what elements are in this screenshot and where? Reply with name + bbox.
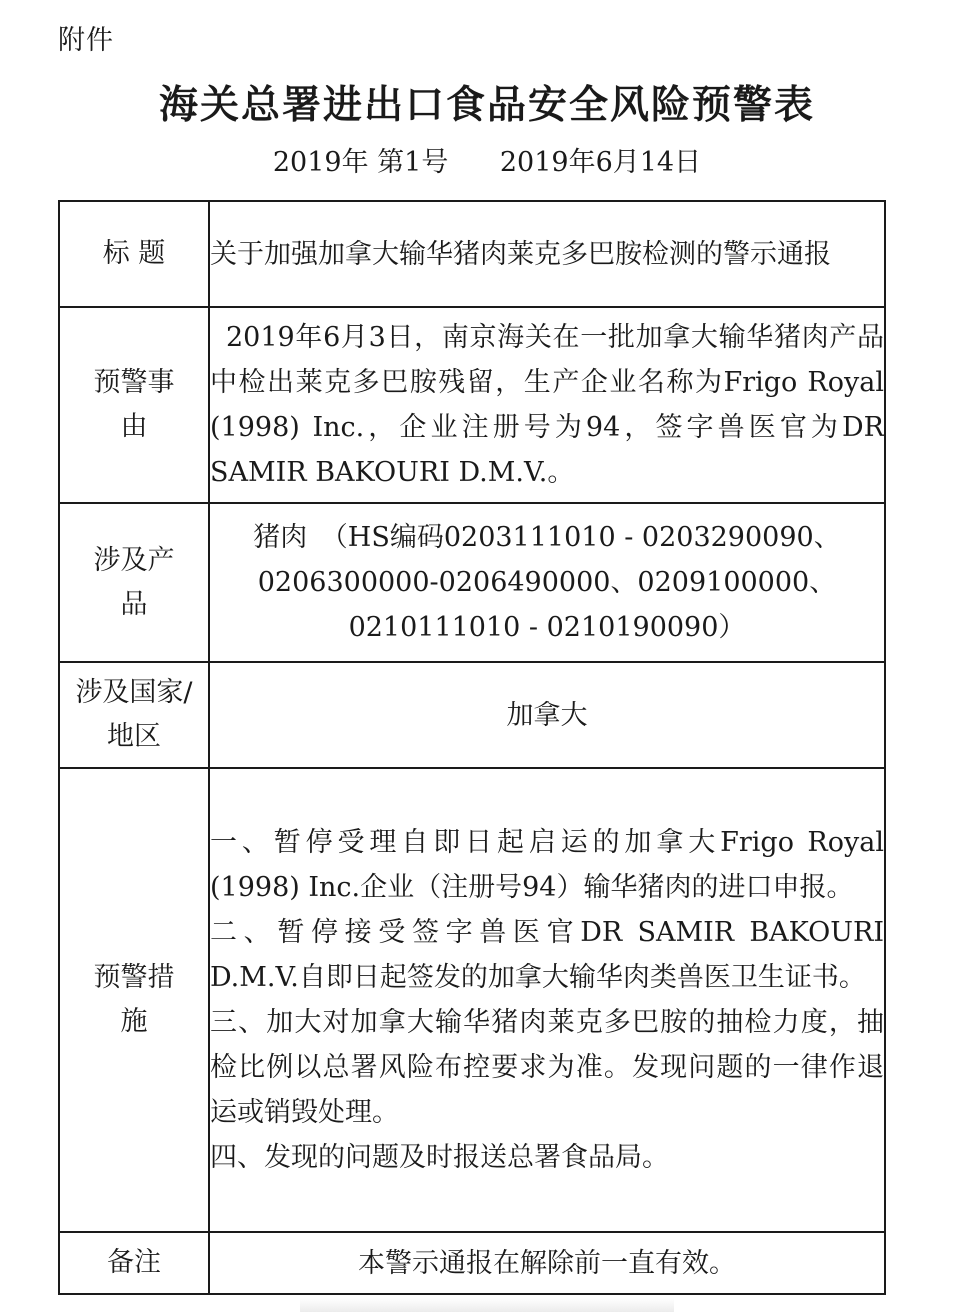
product-value-cell bbox=[209, 503, 885, 662]
product-label: 涉及产品 bbox=[59, 503, 209, 662]
scan-shadow bbox=[300, 1298, 674, 1312]
product-line-3: 0210111010 - 0210190090） bbox=[348, 612, 746, 643]
reason-label: 预警事由 bbox=[59, 307, 209, 503]
reason-value: 2019年6月3日，南京海关在一批加拿大输华猪肉产品中检出莱克多巴胺残留，生产企业名称为Frigo Royal (1998) Inc.，企业注册号为94，签字兽医官为DR SAMIR BAKOURI D.M.V.。 bbox=[210, 322, 884, 488]
country-label: 涉及国家/地区 bbox=[59, 662, 209, 768]
note-label: 备注 bbox=[59, 1232, 209, 1294]
table-row-title bbox=[59, 201, 885, 307]
attachment-label: 附件 bbox=[58, 25, 114, 56]
measure-item-4: 四、发现的问题及时报送总署食品局。 bbox=[210, 1142, 669, 1173]
measure-item-1: 一、暂停受理自即日起启运的加拿大Frigo Royal (1998) Inc.企业（注册号94）输华猪肉的进口申报。 bbox=[210, 827, 884, 903]
title-value: 关于加强加拿大输华猪肉莱克多巴胺检测的警示通报 bbox=[210, 238, 831, 270]
measure-item-2: 二、暂停接受签字兽医官DR SAMIR BAKOURI D.M.V.自即日起签发的加拿大输华肉类兽医卫生证书。 bbox=[210, 917, 884, 993]
document-title: 海关总署进出口食品安全风险预警表 bbox=[158, 83, 815, 128]
measure-item-3: 三、加大对加拿大输华猪肉莱克多巴胺的抽检力度，抽检比例以总署风险布控要求为准。发现问题的一律作退运或销毁处理。 bbox=[210, 1007, 884, 1128]
table-row-product bbox=[59, 503, 885, 662]
table-row-reason bbox=[59, 307, 885, 503]
country-value: 加拿大 bbox=[209, 662, 885, 768]
note-value: 本警示通报在解除前一直有效。 bbox=[209, 1232, 885, 1294]
warning-table bbox=[58, 200, 886, 1295]
issue-line bbox=[0, 140, 974, 179]
title-value-cell bbox=[209, 201, 885, 307]
table-row-note bbox=[59, 1232, 885, 1294]
table-row-country bbox=[59, 662, 885, 768]
title-label: 标 题 bbox=[59, 201, 209, 307]
measures-label: 预警措施 bbox=[59, 768, 209, 1232]
issue-number: 2019年 第1号 bbox=[272, 147, 449, 178]
product-line-1: 猪肉 （HS编码0203111010 - 0203290090、 bbox=[253, 522, 841, 553]
table-row-measures bbox=[59, 768, 885, 1232]
reason-value-cell bbox=[209, 307, 885, 503]
issue-date: 2019年6月14日 bbox=[499, 147, 702, 178]
product-line-2: 0206300000-0206490000、0209100000、 bbox=[257, 567, 837, 598]
measures-value-cell bbox=[209, 768, 885, 1232]
